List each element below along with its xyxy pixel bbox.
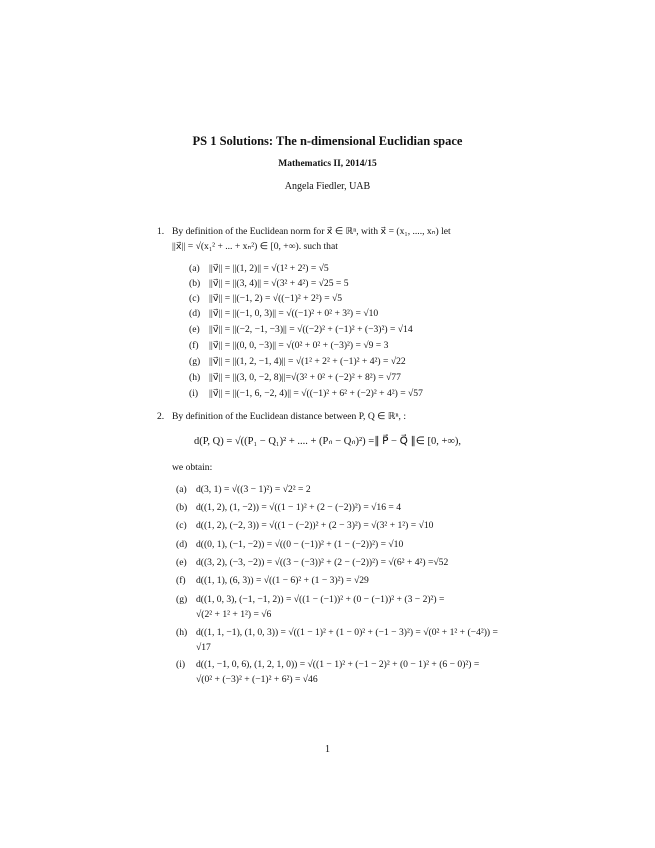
problem-2-item-g-continuation: √(2² + 1² + 1²) = √6 [196, 609, 272, 620]
item-label: (b) [189, 278, 201, 289]
item-label: (f) [176, 575, 186, 586]
problem-1-number: 1. [157, 226, 165, 237]
problem-1-item-c [189, 293, 342, 305]
item-label: (b) [176, 502, 188, 513]
item-equation: ||v⃗|| = ||(1, 2)|| = √(1² + 2²) = √5 [209, 263, 329, 274]
problem-2-item-h [176, 627, 498, 639]
item-equation: d((1, −1, 0, 6), (1, 2, 1, 0)) = √((1 − 1)² + (−1 − 2)² + (0 − 1)² + (6 − 0)²) = [196, 659, 480, 670]
item-equation: ||v⃗|| = ||(1, 2, −1, 4)|| = √(1² + 2² + (−1)² + 4²) = √22 [209, 356, 406, 367]
problem-2-we-obtain: we obtain: [172, 462, 213, 473]
item-label: (c) [176, 520, 187, 531]
problem-1-item-i [189, 388, 423, 400]
problem-1-intro-line2: ||x⃗|| = √(x₁² + ... + xₙ²) ∈ [0, +∞). such that [172, 241, 338, 252]
problem-2-item-i-continuation: √(0² + (−3)² + (−1)² + 6²) = √46 [196, 674, 318, 685]
item-label: (d) [189, 308, 201, 319]
problem-1-item-e [189, 324, 413, 336]
item-equation: d((1, 2), (−2, 3)) = √((1 − (−2))² + (2 − 3)²) = √(3² + 1²) = √10 [196, 520, 434, 531]
problem-1-item-g [189, 356, 406, 368]
problem-2-item-i [176, 659, 479, 671]
item-equation: d(3, 1) = √((3 − 1)²) = √2² = 2 [196, 484, 311, 495]
problem-2-intro: By definition of the Euclidean distance between P, Q ∈ ℝⁿ, : [172, 411, 406, 422]
item-label: (i) [176, 659, 186, 670]
problem-1-item-h [189, 372, 401, 384]
item-equation: ||v⃗|| = ||(3, 0, −2, 8)||=√(3² + 0² + (−2)² + 8²) = √77 [209, 372, 401, 383]
problem-2-item-c [176, 520, 433, 532]
item-equation: ||v⃗|| = ||(3, 4)|| = √(3² + 4²) = √25 = 5 [209, 278, 349, 289]
problem-2-number: 2. [157, 411, 165, 422]
item-label: (e) [189, 324, 200, 335]
item-label: (a) [176, 484, 187, 495]
item-equation: ||v⃗|| = ||(−1, 0, 3)|| = √((−1)² + 0² + 3²) = √10 [209, 308, 379, 319]
document-title: PS 1 Solutions: The n-dimensional Euclidian space [192, 134, 463, 148]
problem-2-item-d [176, 539, 403, 551]
item-label: (c) [189, 293, 200, 304]
problem-1-item-d [189, 308, 378, 320]
problem-2-item-a [176, 484, 311, 496]
document-author: Angela Fiedler, UAB [284, 181, 371, 192]
item-equation: d((0, 1), (−1, −2)) = √((0 − (−1))² + (1 − (−2))²) = √10 [196, 539, 404, 550]
distance-definition-equation: d(P, Q) = √((P₁ − Q₁)² + .... + (Pₙ − Qₙ)²) =∥ P⃗ − Q⃗ ∥∈ [0, +∞), [193, 436, 462, 447]
item-label: (a) [189, 263, 200, 274]
item-equation: d((1, 2), (1, −2)) = √((1 − 1)² + (2 − (−2))²) = √16 = 4 [196, 502, 402, 513]
problem-2-item-h-continuation: √17 [196, 642, 211, 653]
problem-1-item-b [189, 278, 349, 290]
item-label: (g) [189, 356, 201, 367]
problem-2-item-g [176, 594, 444, 606]
item-label: (i) [189, 388, 199, 399]
item-equation: ||v⃗|| = ||(−1, 6, −2, 4)|| = √((−1)² + 6² + (−2)² + 4²) = √57 [209, 388, 423, 399]
item-equation: d((1, 0, 3), (−1, −1, 2)) = √((1 − (−1))² + (0 − (−1))² + (3 − 2)²) = [196, 594, 445, 605]
problem-2-item-e [176, 557, 448, 569]
problem-2-item-f [176, 575, 369, 587]
item-label: (f) [189, 340, 199, 351]
item-label: (h) [189, 372, 201, 383]
item-equation: d((3, 2), (−3, −2)) = √((3 − (−3))² + (2 − (−2))²) = √(6² + 4²) =√52 [196, 557, 449, 568]
item-label: (d) [176, 539, 188, 550]
problem-1-item-f [189, 340, 388, 352]
item-equation: d((1, 1), (6, 3)) = √((1 − 6)² + (1 − 3)²) = √29 [196, 575, 369, 586]
problem-2-item-b [176, 502, 401, 514]
document-subtitle: Mathematics II, 2014/15 [278, 159, 377, 169]
item-label: (g) [176, 594, 188, 605]
page-number: 1 [325, 744, 330, 755]
problem-1-item-a [189, 263, 329, 275]
item-label: (h) [176, 627, 188, 638]
item-equation: ||v⃗|| = ||(0, 0, −3)|| = √(0² + 0² + (−3)²) = √9 = 3 [209, 340, 389, 351]
item-equation: ||v⃗|| = ||(−1, 2) = √((−1)² + 2²) = √5 [209, 293, 343, 304]
item-equation: d((1, 1, −1), (1, 0, 3)) = √((1 − 1)² + (1 − 0)² + (−1 − 3)²) = √(0² + 1² + (−4²)) = [196, 627, 498, 638]
item-label: (e) [176, 557, 187, 568]
item-equation: ||v⃗|| = ||(−2, −1, −3)|| = √((−2)² + (−1)² + (−3)²) = √14 [209, 324, 413, 335]
problem-1-intro-line1: By definition of the Euclidean norm for x⃗ ∈ ℝⁿ, with x⃗ = (x₁, ...., xₙ) let [172, 226, 451, 237]
